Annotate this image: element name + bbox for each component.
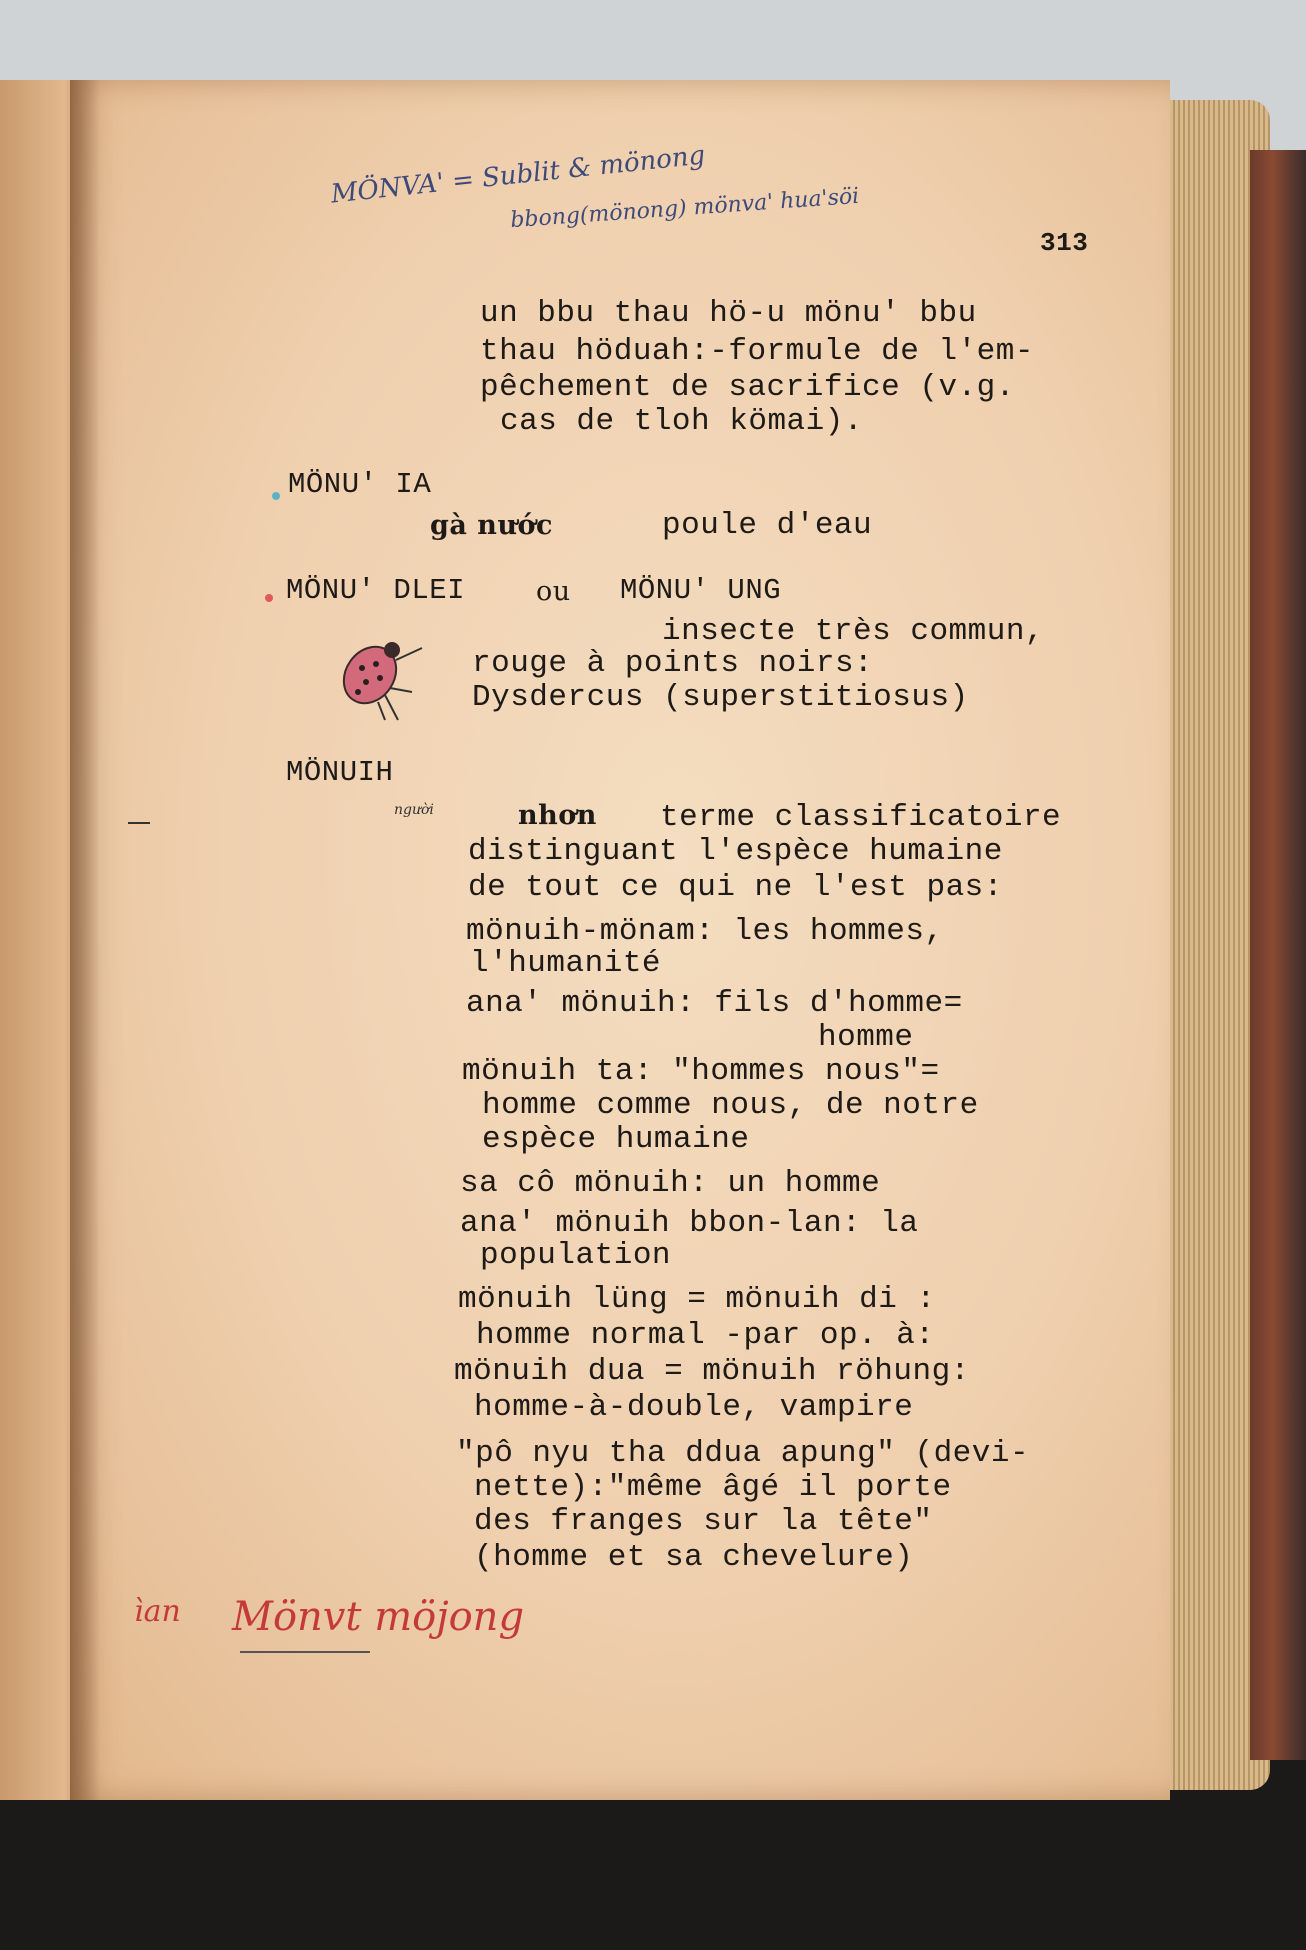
text-line: mönuih lüng = mönuih di :	[458, 1282, 936, 1317]
text-line: homme-à-double, vampire	[474, 1390, 914, 1425]
handwritten-note-top-1: MÖNVA' = Sublit & mönong	[329, 140, 707, 210]
entry-headword: MÖNU' UNG	[620, 574, 782, 607]
text-line: rouge à points noirs:	[472, 646, 874, 681]
margin-dash	[128, 822, 150, 824]
text-line: un bbu thau hö-u mönu' bbu	[480, 296, 977, 331]
text-line: ou	[536, 576, 571, 607]
text-line: thau höduah:-formule de l'em-	[480, 334, 1034, 369]
text-line: sa cô mönuih: un homme	[460, 1166, 881, 1201]
book-cover-edge	[1250, 150, 1306, 1760]
text-line: mönuih-mönam: les hommes,	[466, 914, 944, 949]
text-line: "pô nyu tha ddua apung" (devi-	[456, 1436, 1030, 1471]
colored-dot-marker	[265, 594, 273, 602]
text-line: population	[480, 1238, 672, 1273]
text-line: homme comme nous, de notre	[482, 1088, 979, 1123]
ladybug-drawing	[330, 620, 430, 730]
text-line: cas de tloh kömai).	[500, 404, 863, 439]
page-number: 313	[1040, 228, 1089, 258]
text-line: ana' mönuih bbon-lan: la	[460, 1206, 919, 1241]
handwritten-note-red-prefix: ìan	[134, 1594, 181, 1629]
text-line: pêchement de sacrifice (v.g.	[480, 370, 1015, 405]
text-line: mönuih dua = mönuih röhung:	[454, 1354, 970, 1389]
text-line: (homme et sa chevelure)	[474, 1540, 914, 1575]
entry-headword: MÖNUIH	[286, 756, 394, 789]
text-line: ana' mönuih: fils d'homme=	[466, 986, 963, 1021]
text-line: insecte très commun,	[662, 614, 1045, 649]
colored-dot-marker	[272, 492, 280, 500]
text-line: de tout ce qui ne l'est pas:	[468, 870, 1003, 905]
vietnamese-gloss: nhơn	[518, 800, 597, 831]
text-line: l'humanité	[470, 946, 662, 981]
text-line: homme	[818, 1020, 914, 1055]
handwritten-note-top-2: bbong(mönong) mönva' hua'söi	[509, 183, 860, 234]
text-line: nette):"même âgé il porte	[474, 1470, 952, 1505]
text-line: mönuih ta: "hommes nous"=	[462, 1054, 940, 1089]
handwritten-note-red: Mönvt möjong	[232, 1594, 525, 1640]
binding-shadow	[70, 80, 100, 1800]
entry-headword: MÖNU' IA	[288, 468, 432, 501]
vietnamese-gloss: gà nước	[430, 510, 553, 541]
text-line: terme classificatoire	[660, 800, 1062, 835]
text-line: Dysdercus (superstitiosus)	[472, 680, 969, 715]
text-line: poule d'eau	[662, 508, 873, 543]
vietnamese-gloss-small: người	[394, 802, 434, 818]
text-line: des franges sur la tête"	[474, 1504, 933, 1539]
text-line: espèce humaine	[482, 1122, 750, 1157]
text-line: homme normal -par op. à:	[476, 1318, 935, 1353]
text-line: distinguant l'espèce humaine	[468, 834, 1003, 869]
entry-headword: MÖNU' DLEI	[286, 574, 466, 607]
pencil-underline	[240, 1651, 370, 1653]
